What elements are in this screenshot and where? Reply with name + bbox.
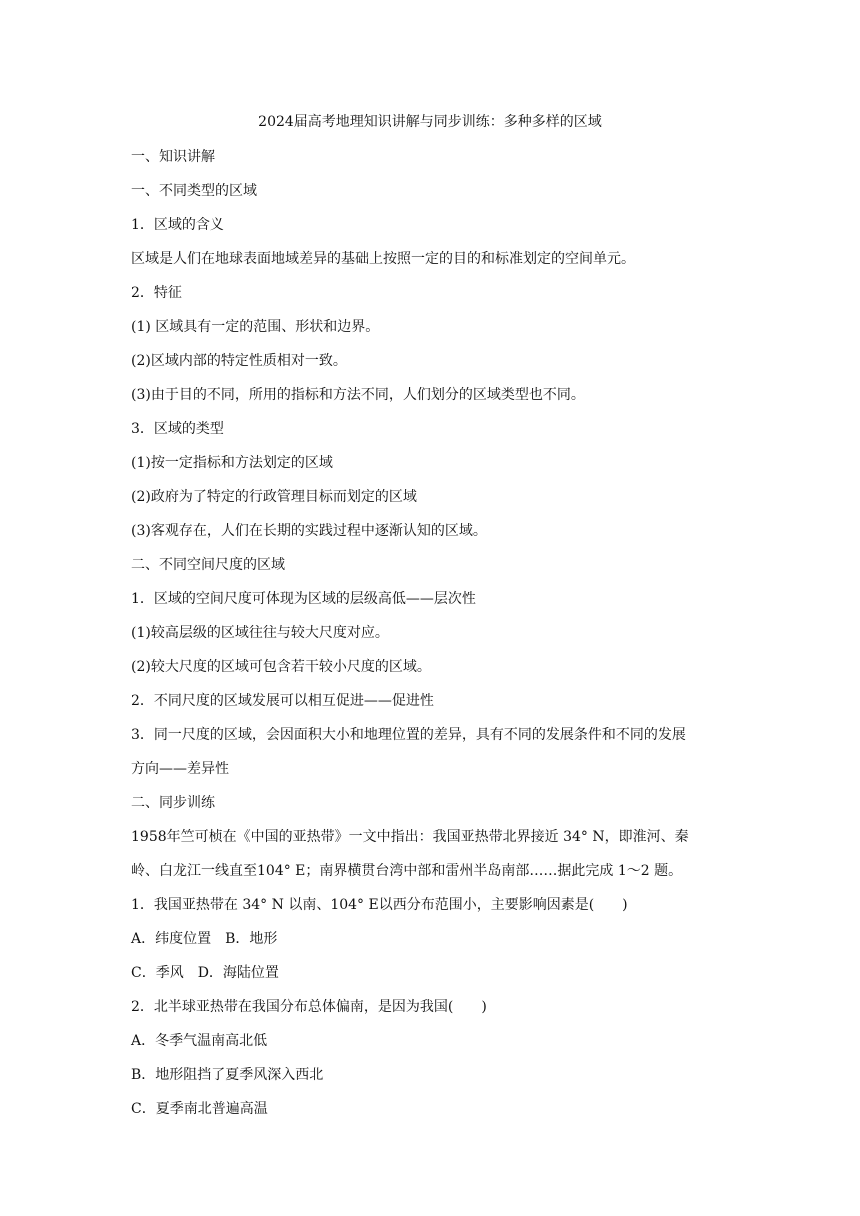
answer-option: A．冬季气温南高北低 xyxy=(131,1033,268,1049)
item-heading: 3．区域的类型 xyxy=(131,421,224,437)
list-item: (1)较高层级的区域往往与较大尺度对应。 xyxy=(131,625,389,641)
list-item: (1)按一定指标和方法划定的区域 xyxy=(131,455,333,471)
paragraph-line: 岭、白龙江一线直至104° E；南界横贯台湾中部和雷州半岛南部……据此完成 1～2 题。 xyxy=(131,863,683,879)
list-item: (1) 区域具有一定的范围、形状和边界。 xyxy=(131,319,380,335)
list-item: (3)由于目的不同，所用的指标和方法不同，人们划分的区域类型也不同。 xyxy=(131,387,585,403)
item-heading: 1．区域的空间尺度可体现为区域的层级高低——层次性 xyxy=(131,591,476,607)
answer-options: A．纬度位置 B．地形 xyxy=(131,931,278,947)
list-item: (2)政府为了特定的行政管理目标而划定的区域 xyxy=(131,489,417,505)
section-heading: 二、同步训练 xyxy=(131,795,215,811)
item-heading: 1．区域的含义 xyxy=(131,217,224,233)
answer-option: C．夏季南北普遍高温 xyxy=(131,1101,268,1117)
subsection-heading: 二、不同空间尺度的区域 xyxy=(131,557,285,573)
subsection-heading: 一、不同类型的区域 xyxy=(131,183,257,199)
question: 2．北半球亚热带在我国分布总体偏南，是因为我国( ) xyxy=(131,999,487,1015)
list-item: (3)客观存在，人们在长期的实践过程中逐渐认知的区域。 xyxy=(131,523,487,539)
answer-options: C．季风 D．海陆位置 xyxy=(131,965,279,981)
document-title: 2024届高考地理知识讲解与同步训练：多种多样的区域 xyxy=(258,114,602,130)
document-body xyxy=(131,147,731,1133)
list-item: (2)较大尺度的区域可包含若干较小尺度的区域。 xyxy=(131,659,431,675)
question: 1．我国亚热带在 34° N 以南、104° E以西分布范围小，主要影响因素是( ) xyxy=(131,897,628,913)
item-heading: 3．同一尺度的区域，会因面积大小和地理位置的差异，具有不同的发展条件和不同的发展 xyxy=(131,727,686,743)
answer-option: B．地形阻挡了夏季风深入西北 xyxy=(131,1067,324,1083)
item-heading: 2．不同尺度的区域发展可以相互促进——促进性 xyxy=(131,693,434,709)
paragraph-line: 方向——差异性 xyxy=(131,761,229,777)
paragraph-line: 1958年竺可桢在《中国的亚热带》一文中指出：我国亚热带北界接近 34° N，即淮河、秦 xyxy=(131,829,689,845)
item-heading: 2．特征 xyxy=(131,285,182,301)
paragraph-line: 区域是人们在地球表面地域差异的基础上按照一定的目的和标准划定的空间单元。 xyxy=(131,251,635,267)
list-item: (2)区域内部的特定性质相对一致。 xyxy=(131,353,347,369)
section-heading: 一、知识讲解 xyxy=(131,149,215,165)
